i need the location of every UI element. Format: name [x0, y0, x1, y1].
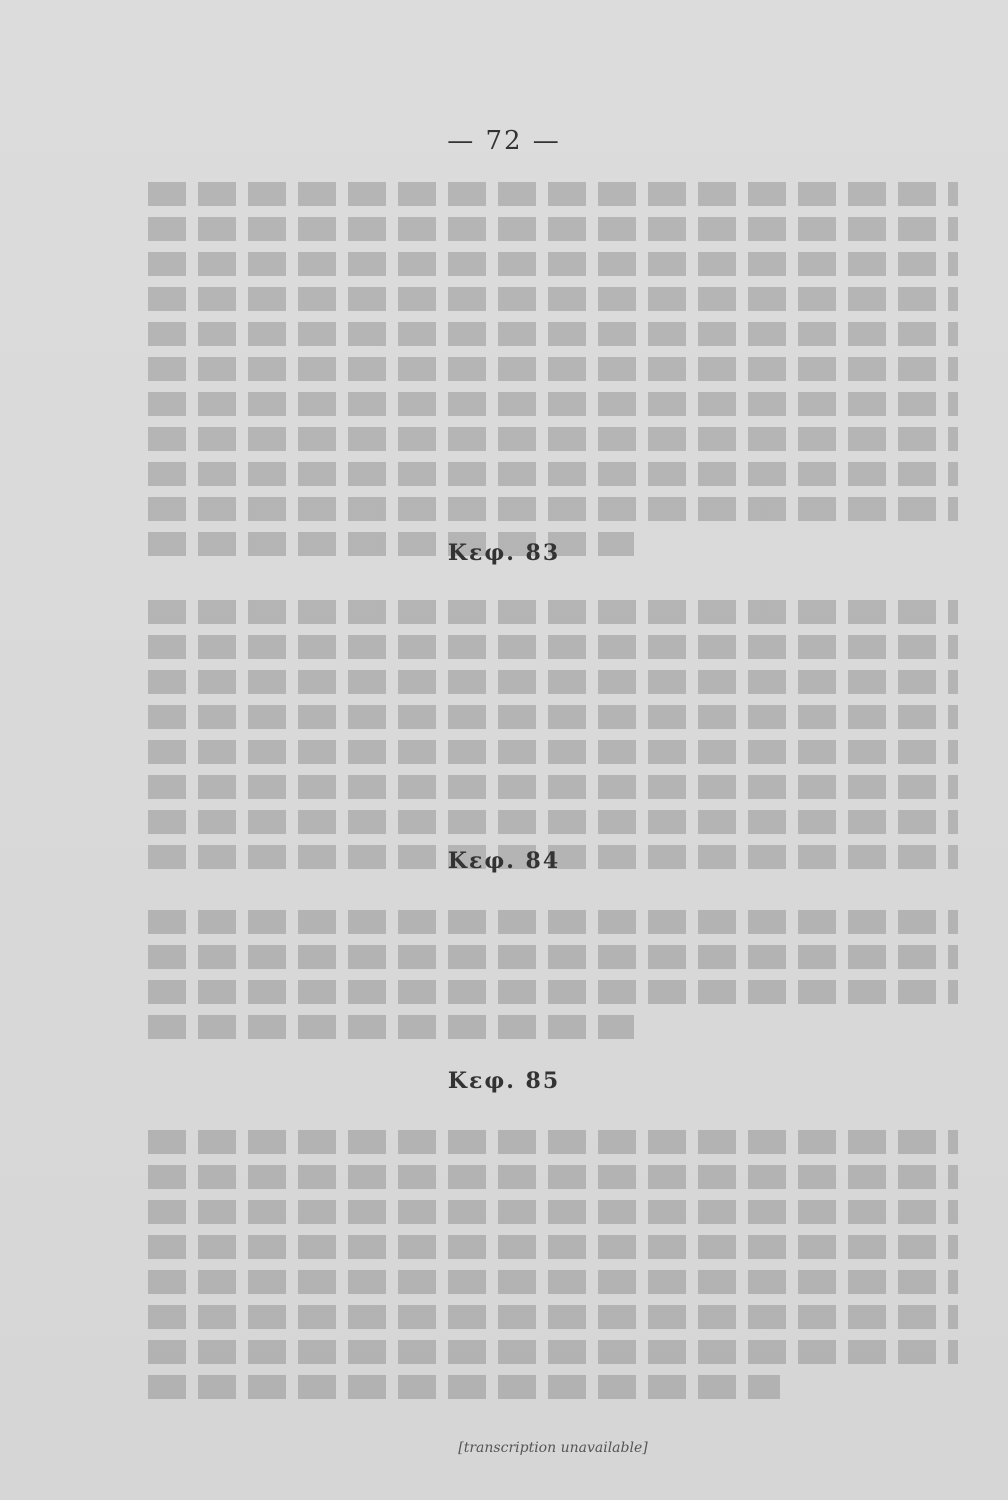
text-block-4: [148, 1130, 958, 1410]
text-line: [148, 1015, 634, 1039]
text-line: [148, 1375, 780, 1399]
text-line: [148, 910, 958, 934]
text-line: [148, 705, 958, 729]
page-number: — 72 —: [447, 126, 561, 156]
text-line: [148, 670, 958, 694]
text-line: [148, 462, 958, 486]
text-line: [148, 740, 958, 764]
text-line: [148, 635, 958, 659]
text-line: [148, 287, 958, 311]
text-line: [148, 322, 958, 346]
text-block-3: [148, 910, 958, 1050]
text-block-2: [148, 600, 958, 880]
text-line: [148, 392, 958, 416]
text-line: [148, 1200, 958, 1224]
section-heading: Κεφ. 83: [447, 540, 561, 566]
text-line: [148, 252, 958, 276]
text-line: [148, 1270, 958, 1294]
text-line: [148, 1235, 958, 1259]
section-heading: Κεφ. 84: [447, 848, 561, 874]
text-line: [148, 357, 958, 381]
section-heading: Κεφ. 85: [447, 1068, 561, 1094]
text-line: [148, 810, 958, 834]
text-line: [148, 217, 958, 241]
transcription-notice: [transcription unavailable]: [458, 1440, 648, 1456]
text-line: [148, 1130, 958, 1154]
text-line: [148, 1340, 958, 1364]
text-block-1: [148, 182, 958, 567]
text-line: [148, 182, 958, 206]
text-line: [148, 1165, 958, 1189]
text-line: [148, 427, 958, 451]
text-line: [148, 775, 958, 799]
text-line: [148, 497, 958, 521]
text-line: [148, 600, 958, 624]
text-line: [148, 1305, 958, 1329]
text-line: [148, 980, 958, 1004]
text-line: [148, 945, 958, 969]
